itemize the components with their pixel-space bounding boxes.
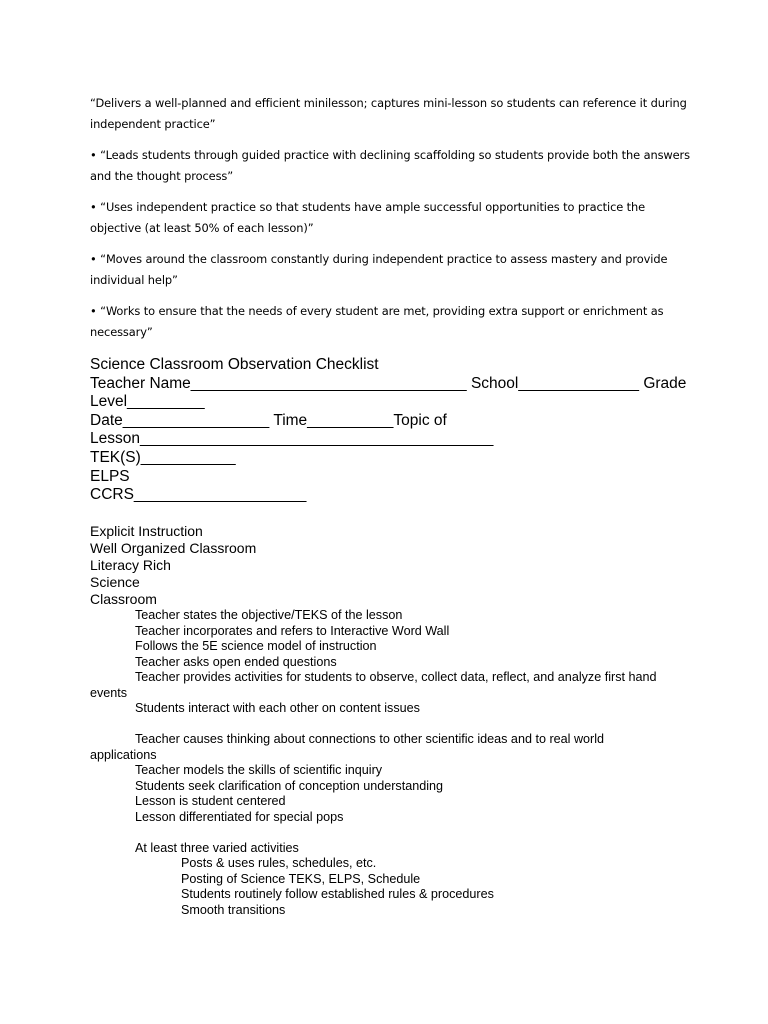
checklist-item: Students seek clarification of conception understanding (135, 778, 444, 793)
checklist-subheading: At least three varied activities (135, 840, 299, 855)
checklist-item: Teacher provides activities for students to observe, collect data, reflect, and analyze first hand events (90, 670, 657, 700)
spacer (90, 825, 660, 841)
quote-item: • “Moves around the classroom constantly during independent practice to assess mastery and provide individual help” (90, 252, 668, 287)
quote-item: • “Works to ensure that the needs of every student are met, providing extra support or enrichment as necessary” (90, 304, 664, 339)
quote-item: • “Leads students through guided practice with declining scaffolding so students provide both the answers and the thought process” (90, 148, 690, 183)
checklist-item: Teacher causes thinking about connections to other scientific ideas and to real world applications (90, 732, 605, 762)
observation-form-header (90, 356, 690, 505)
checklist-item: Lesson differentiated for special pops (135, 809, 344, 824)
section-headings (90, 523, 690, 608)
checklist-item: Teacher asks open ended questions (135, 654, 337, 669)
section-heading: Well Organized Classroom (90, 540, 257, 557)
lesson-line: Lesson_________________________________________ (90, 430, 494, 448)
checklist-subitem: Posting of Science TEKS, ELPS, Schedule (181, 871, 421, 886)
section-heading: Explicit Instruction (90, 523, 203, 539)
checklist-item: Lesson is student centered (135, 794, 286, 808)
ccrs-line: CCRS____________________ (90, 486, 307, 504)
checklist-item: Teacher incorporates and refers to Interactive Word Wall (135, 623, 450, 638)
section-heading: Classroom (90, 591, 157, 608)
elps-line: ELPS (90, 467, 130, 485)
date-time-topic-line: Date_________________ Time__________Topic of (90, 411, 447, 429)
level-line: Level_________ (90, 393, 205, 411)
checklist-item: Teacher states the objective/TEKS of the lesson (135, 608, 403, 622)
checklist-item: Follows the 5E science model of instruction (135, 639, 377, 653)
checklist-subitem: Smooth transitions (181, 902, 286, 917)
checklist-subitem: Posts & uses rules, schedules, etc. (181, 856, 377, 870)
quote-item: • “Uses independent practice so that students have ample successful opportunities to practice the objective (at least 50% of each lesson)” (90, 200, 646, 235)
checklist-items (90, 608, 660, 918)
quote-list (90, 93, 690, 353)
teks-line: TEK(S)___________ (90, 448, 236, 466)
checklist-item: Teacher models the skills of scientific inquiry (135, 763, 383, 777)
section-heading: Literacy Rich (90, 557, 171, 574)
checklist-item: Students interact with each other on content issues (135, 701, 420, 715)
teacher-school-grade-line: Teacher Name________________________________ School______________ Grade (90, 374, 687, 392)
quote-item: “Delivers a well-planned and efficient minilesson; captures mini-lesson so students can reference it during independent practice” (90, 96, 687, 131)
checklist-subitem: Students routinely follow established rules & procedures (181, 887, 494, 901)
form-title: Science Classroom Observation Checklist (90, 356, 379, 373)
spacer (90, 717, 660, 733)
section-heading: Science (90, 574, 140, 591)
